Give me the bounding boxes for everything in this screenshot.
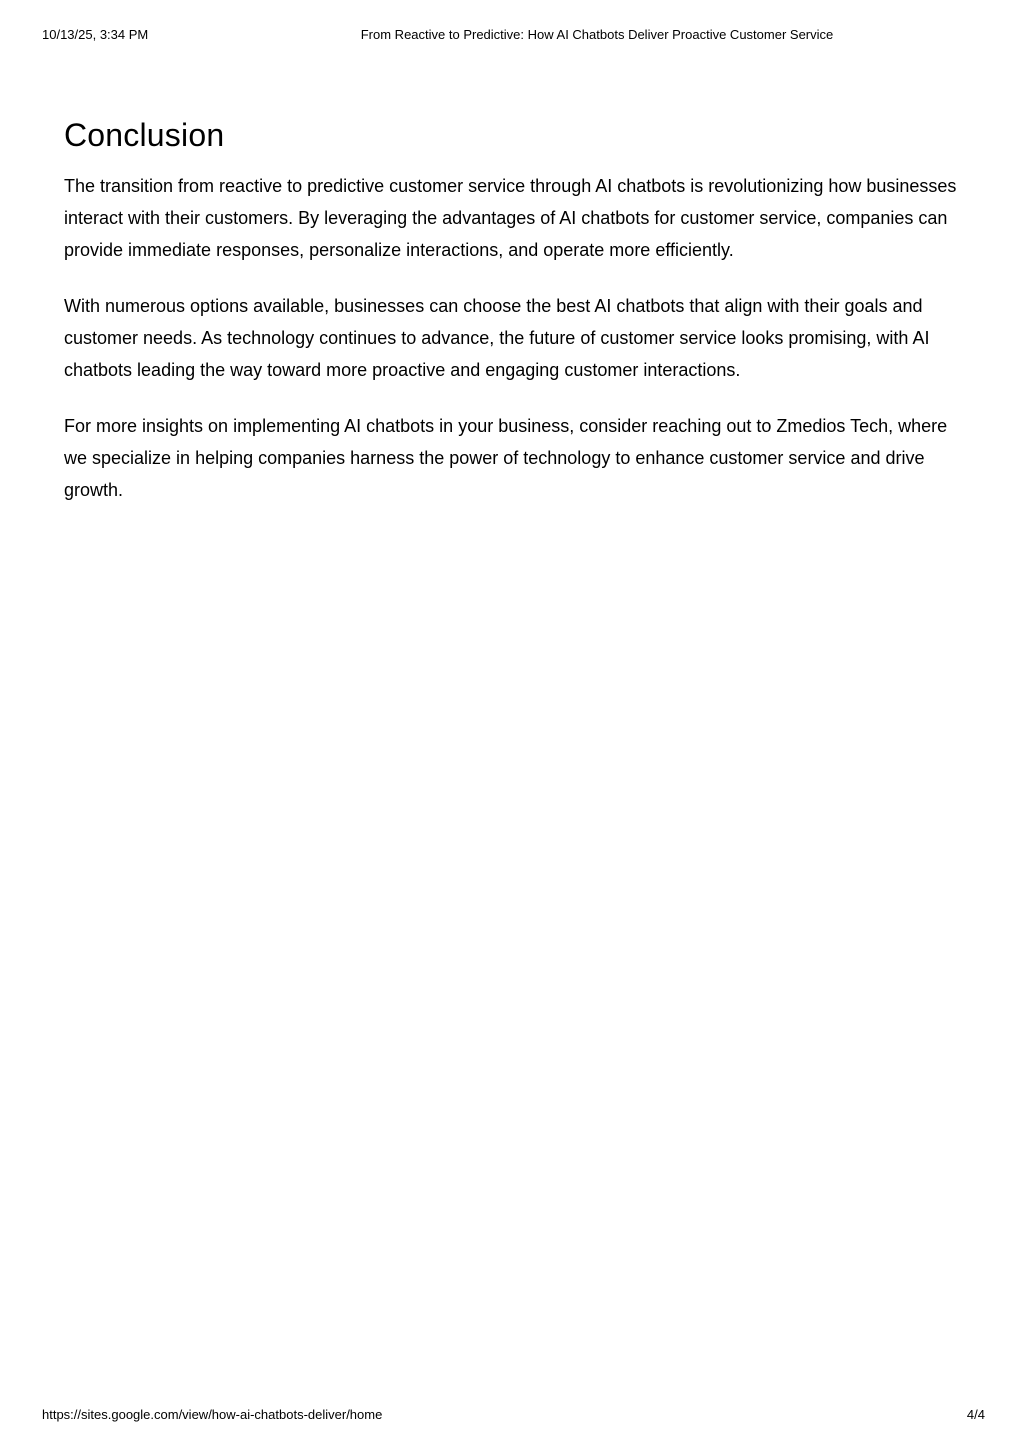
footer-source-url: https://sites.google.com/view/how-ai-chatbots-deliver/home: [42, 1407, 383, 1422]
paragraph-3: For more insights on implementing AI chatbots in your business, consider reaching out to Zmedios Tech, where we specialize in helping companies harness the power of technology to enhance customer service and drive growth.: [64, 416, 948, 500]
print-footer: [0, 1407, 1024, 1423]
print-header-datetime: 10/13/25, 3:34 PM: [42, 27, 149, 42]
section-heading-conclusion: Conclusion: [64, 117, 225, 153]
print-header-document-title: From Reactive to Predictive: How AI Chatbots Deliver Proactive Customer Service: [360, 27, 834, 42]
paragraph-1: The transition from reactive to predictive customer service through AI chatbots is revolutionizing how businesses interact with their customers. By leveraging the advantages of AI chatbots for customer service, companies can provide immediate responses, personalize interactions, and operate more efficiently.: [64, 176, 957, 260]
document-body: [64, 0, 968, 530]
footer-page-number: 4/4: [966, 1407, 985, 1422]
paragraph-2: With numerous options available, businesses can choose the best AI chatbots that align with their goals and customer needs. As technology continues to advance, the future of customer service looks promising, with AI chatbots leading the way toward more proactive and engaging customer interactions.: [64, 296, 930, 380]
